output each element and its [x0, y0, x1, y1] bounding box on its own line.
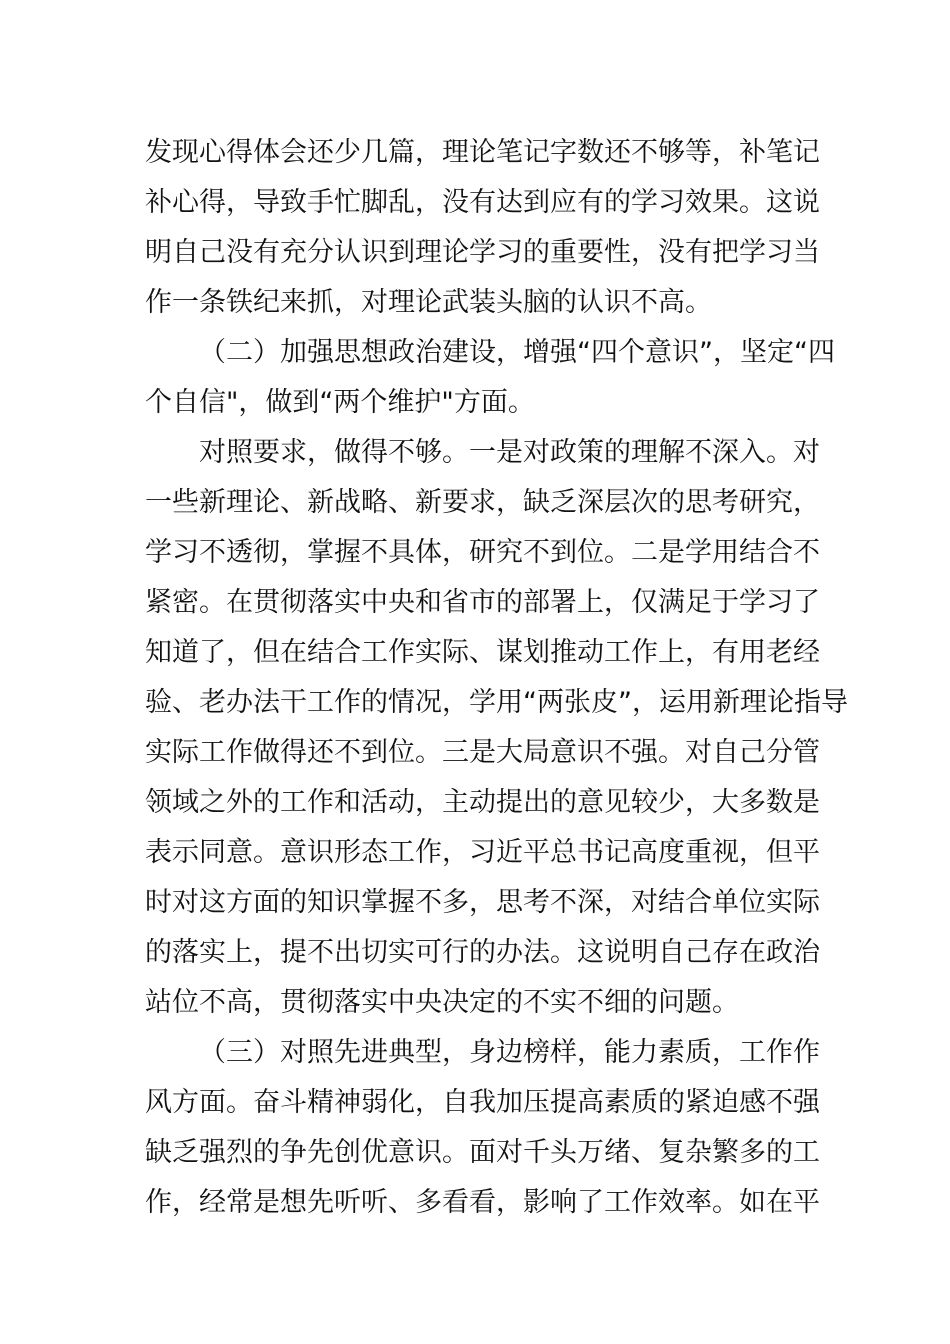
text-line: 时对这方面的知识掌握不多，思考不深，对结合单位实际 — [145, 887, 820, 918]
text-line: 对照要求，做得不够。一是对政策的理解不深入。对 — [199, 437, 820, 468]
text-line: 补心得，导致手忙脚乱，没有达到应有的学习效果。这说 — [145, 187, 820, 218]
text-line: 紧密。在贯彻落实中央和省市的部署上，仅满足于学习了 — [145, 587, 820, 618]
paragraph-requirements — [145, 428, 848, 1028]
text-line: （二）加强思想政治建设，增强“四个意识”，坚定“四 — [199, 337, 835, 368]
text-line: 领域之外的工作和活动，主动提出的意见较少，大多数是 — [145, 787, 820, 818]
text-line: 一些新理论、新战略、新要求，缺乏深层次的思考研究， — [145, 487, 820, 518]
text-line: 作一条铁纪来抓，对理论武装头脑的认识不高。 — [145, 287, 712, 318]
text-line: 个自信"，做到“两个维护"方面。 — [145, 387, 535, 418]
text-line: 学习不透彻，掌握不具体，研究不到位。二是学用结合不 — [145, 537, 820, 568]
text-line: 明自己没有充分认识到理论学习的重要性，没有把学习当 — [145, 237, 820, 268]
document-body — [145, 128, 848, 1228]
text-line: 表示同意。意识形态工作，习近平总书记高度重视，但平 — [145, 837, 820, 868]
text-line: 缺乏强烈的争先创优意识。面对千头万绪、复杂繁多的工 — [145, 1137, 820, 1168]
text-line: 发现心得体会还少几篇，理论笔记字数还不够等，补笔记 — [145, 137, 820, 168]
text-line: 作，经常是想先听听、多看看，影响了工作效率。如在平 — [145, 1187, 820, 1218]
section-heading-three — [145, 1028, 820, 1228]
paragraph-study-effect — [145, 128, 820, 328]
text-line: （三）对照先进典型，身边榜样，能力素质，工作作 — [199, 1037, 820, 1068]
text-line: 验、老办法干工作的情况，学用“两张皮”，运用新理论指导 — [145, 687, 848, 718]
section-heading-two — [145, 328, 835, 428]
text-line: 站位不高，贯彻落实中央决定的不实不细的问题。 — [145, 987, 739, 1018]
text-line: 风方面。奋斗精神弱化，自我加压提高素质的紧迫感不强 — [145, 1087, 820, 1118]
text-line: 知道了，但在结合工作实际、谋划推动工作上，有用老经 — [145, 637, 820, 668]
text-line: 实际工作做得还不到位。三是大局意识不强。对自己分管 — [145, 737, 820, 768]
text-line: 的落实上，提不出切实可行的办法。这说明自己存在政治 — [145, 937, 820, 968]
